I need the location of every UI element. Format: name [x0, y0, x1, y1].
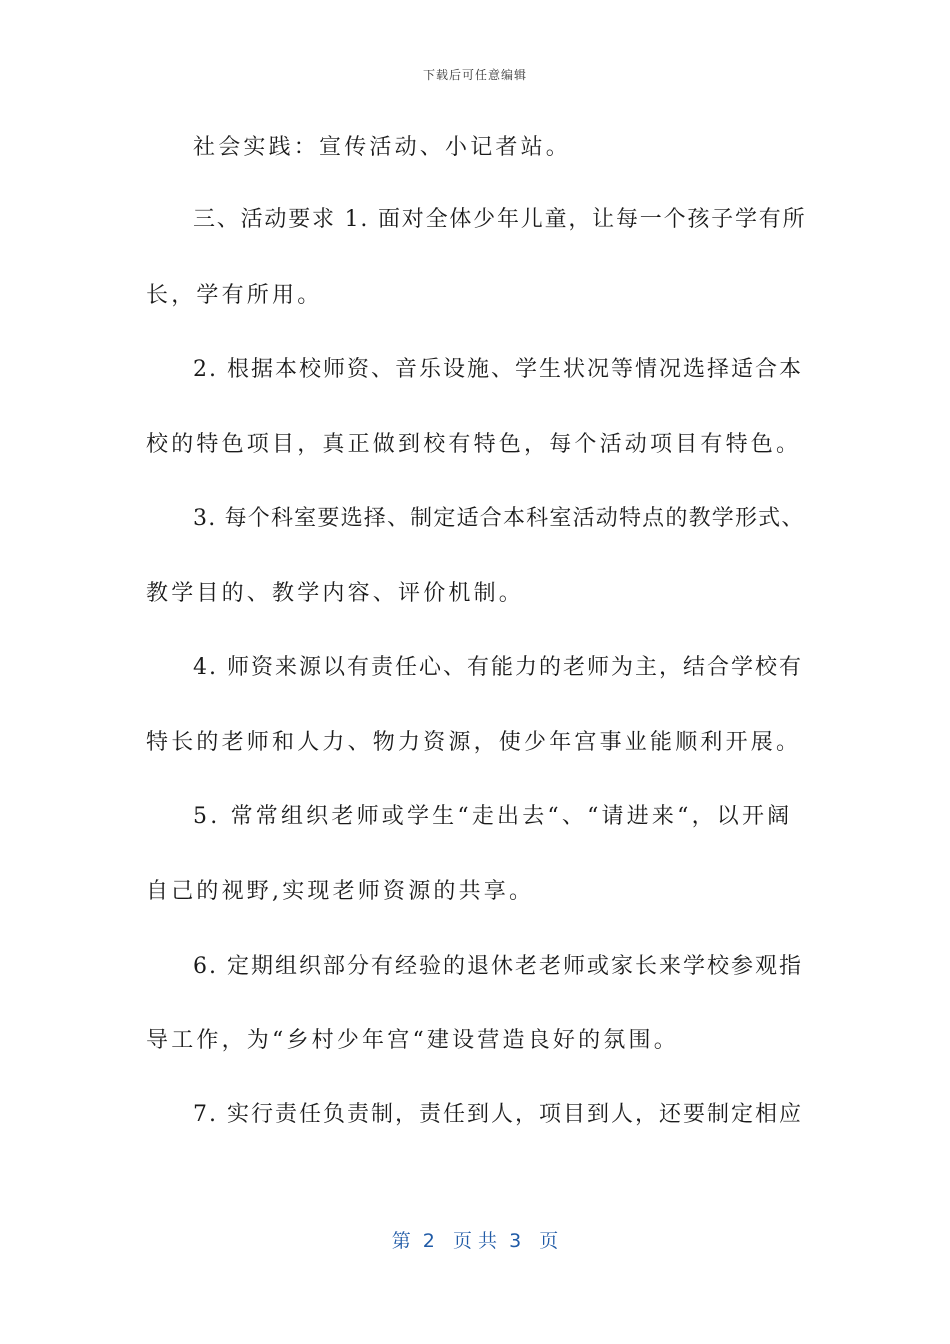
paragraph-line: 自己的视野,实现老师资源的共享。 [146, 879, 535, 904]
paragraph-line: 三、活动要求 1. 面对全体少年儿童，让每一个孩子学有所 [193, 207, 807, 232]
paragraph-line: 教学目的、教学内容、评价机制。 [146, 581, 525, 606]
paragraph-line: 5. 常常组织老师或学生“走出去“、“请进来“，以开阔 [193, 804, 793, 829]
header-note: 下载后可任意编辑 [422, 68, 527, 82]
paragraph-line: 6. 定期组织部分有经验的退休老老师或家长来学校参观指 [193, 954, 803, 979]
paragraph-line: 3. 每个科室要选择、制定适合本科室活动特点的教学形式、 [193, 506, 805, 531]
paragraph-line: 4. 师资来源以有责任心、有能力的老师为主，结合学校有 [193, 655, 803, 680]
paragraph-line: 7. 实行责任负责制，责任到人，项目到人，还要制定相应 [193, 1102, 803, 1127]
paragraph-line: 长，学有所用。 [146, 283, 323, 308]
page-number: 第 2 页 共 3 页 [391, 1230, 559, 1252]
paragraph-line: 2. 根据本校师资、音乐设施、学生状况等情况选择适合本 [193, 357, 803, 382]
paragraph-line: 特长的老师和人力、物力资源，使少年宫事业能顺利开展。 [146, 730, 802, 755]
paragraph-line: 校的特色项目，真正做到校有特色，每个活动项目有特色。 [146, 432, 802, 457]
paragraph-line: 社会实践：宣传活动、小记者站。 [193, 135, 572, 160]
paragraph-line: 导工作，为“乡村少年宫“建设营造良好的氛围。 [146, 1028, 679, 1053]
